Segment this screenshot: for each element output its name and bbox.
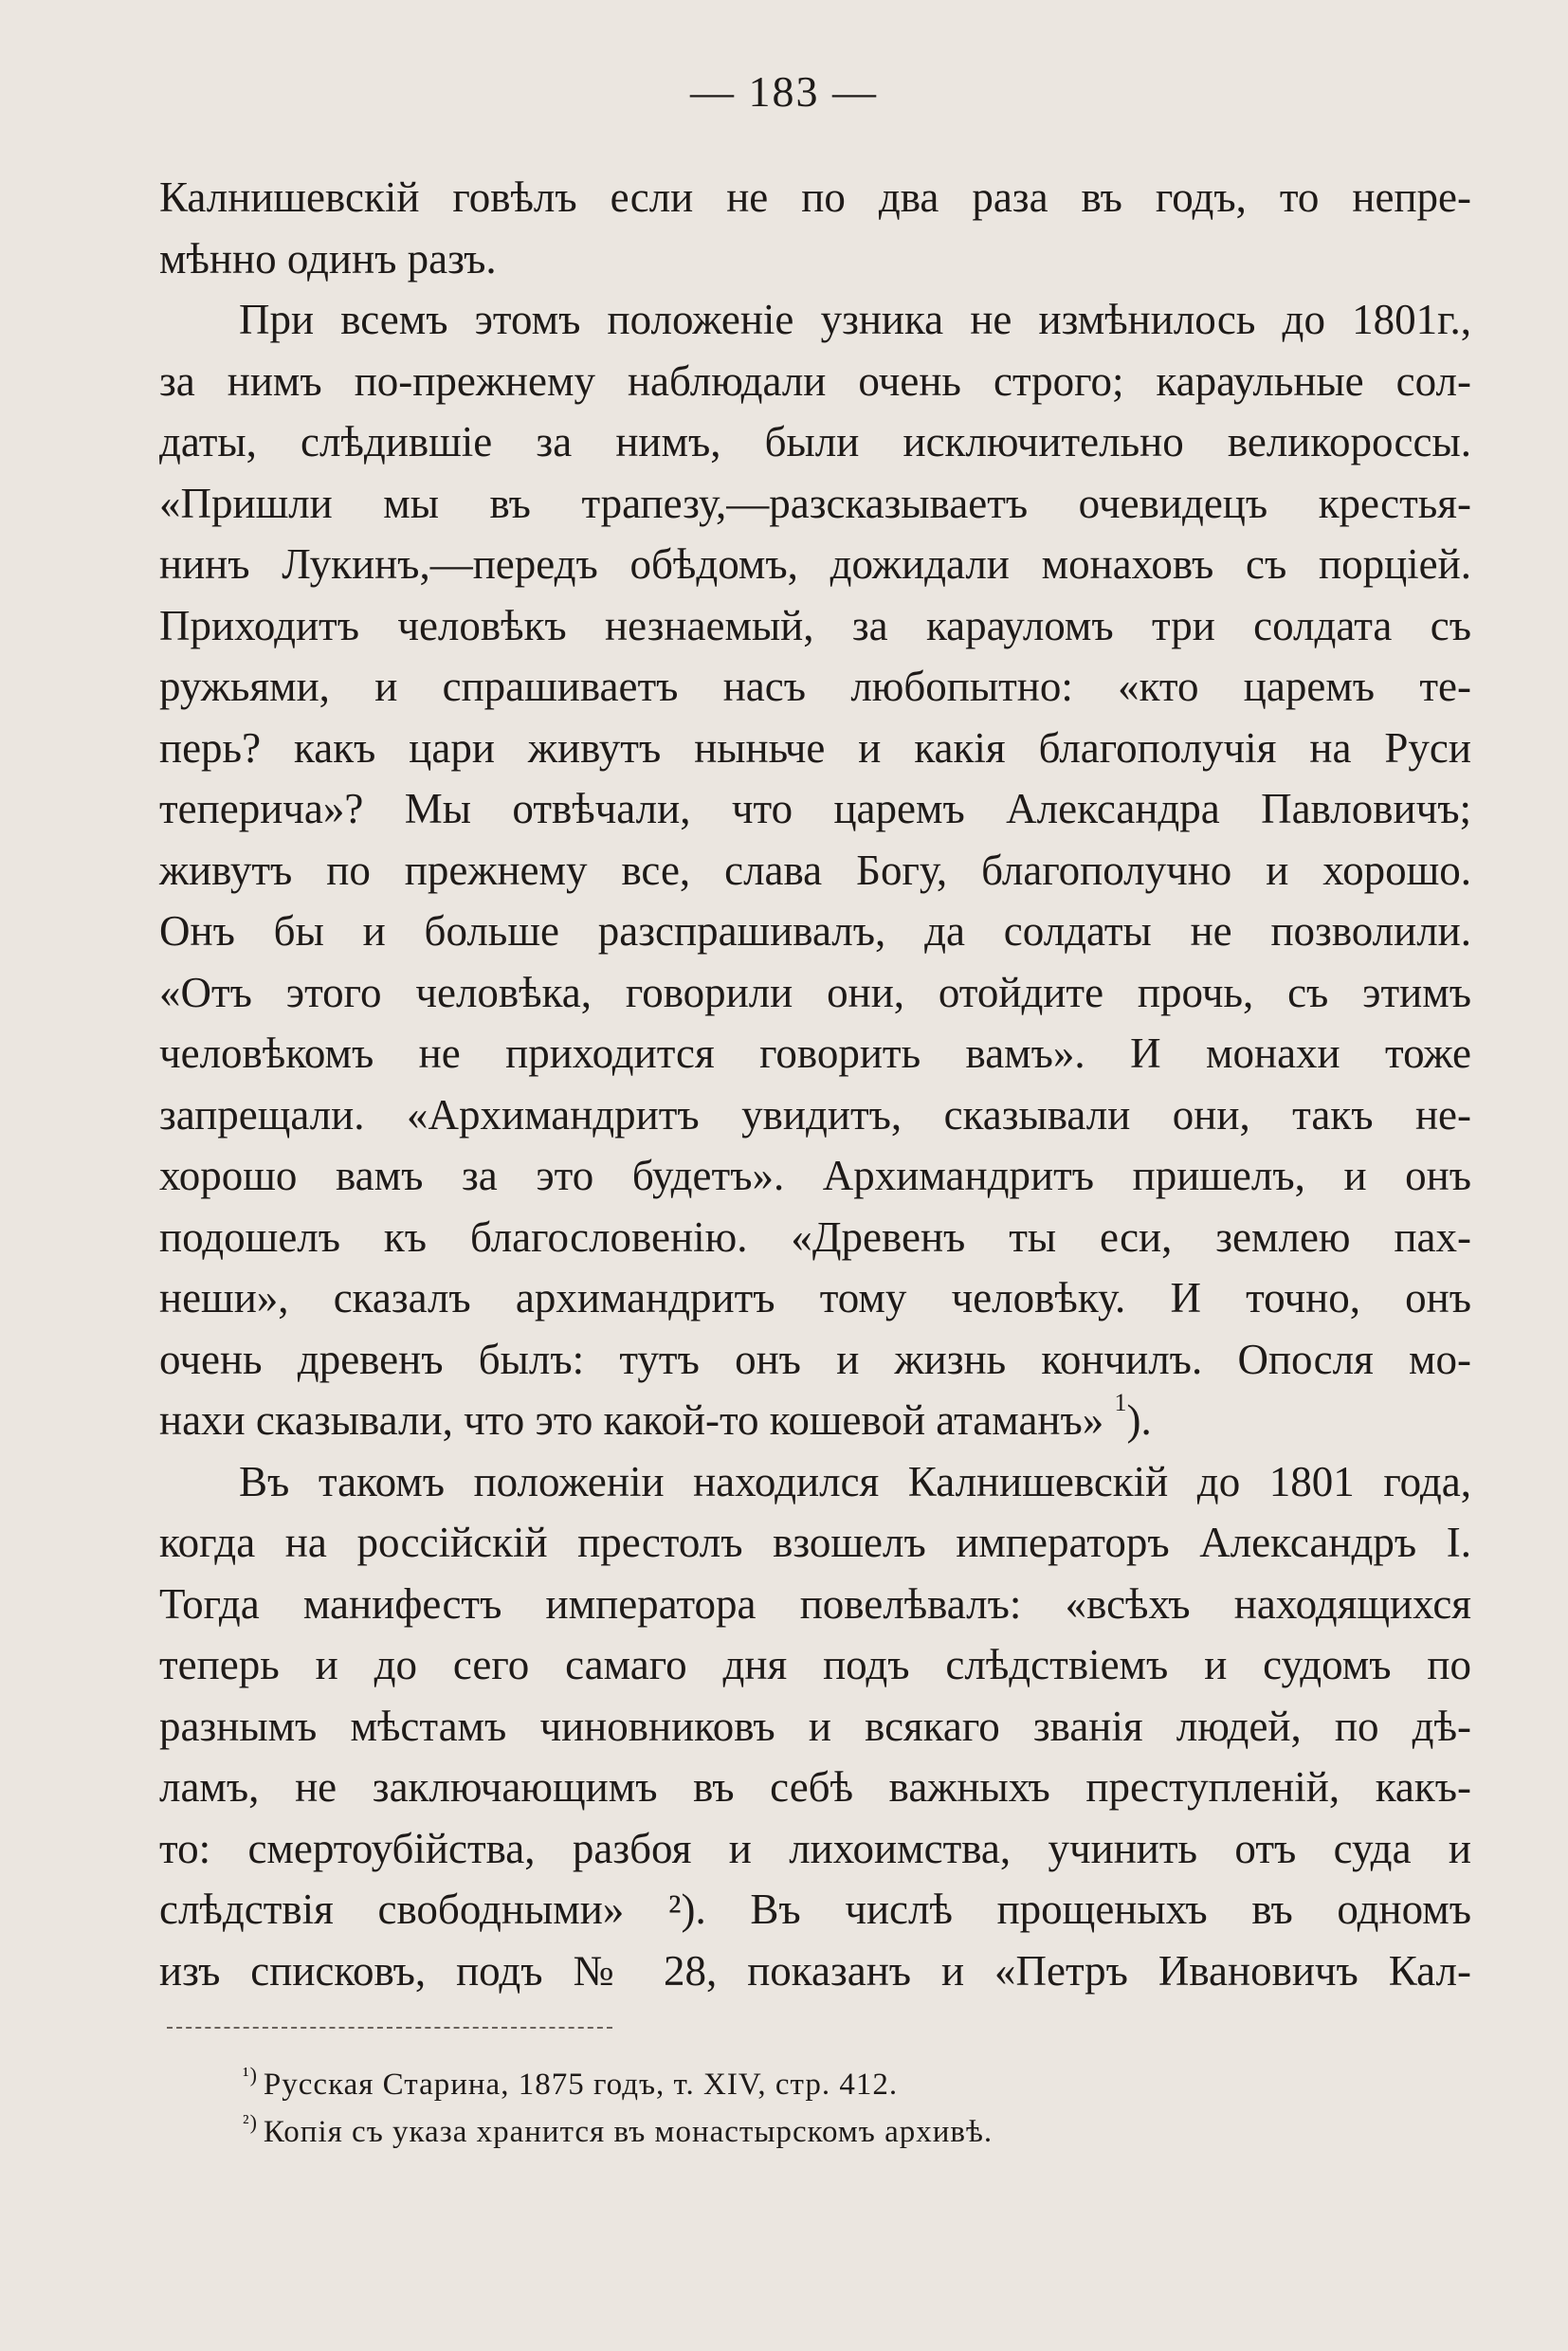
text-line-content: подошелъ къ благословенію. «Древенъ ты еси, землею пах- (159, 1212, 1471, 1261)
text-line-content: «Пришли мы въ трапезу,—разсказываетъ очевидецъ крестья- (159, 479, 1471, 527)
text-line (159, 778, 1471, 840)
text-line (159, 1329, 1471, 1391)
text-line-content: хорошо вамъ за это будетъ». Архимандритъ пришелъ, и онъ (159, 1152, 1471, 1199)
text-line (159, 840, 1471, 902)
text-line-content: слѣдствія свободными» ²). Въ числѣ прощеныхъ въ одномъ (159, 1886, 1471, 1933)
text-line-content: за нимъ по-прежнему наблюдали очень строго; караульные сол- (159, 356, 1471, 405)
text-line (159, 1941, 1471, 2002)
footnote-separator (167, 2027, 612, 2029)
text-line (159, 167, 1471, 228)
text-line-content: неши», сказалъ архимандритъ тому человѣку. И точно, онъ (159, 1274, 1471, 1321)
text-line (159, 228, 1471, 290)
text-line (159, 1207, 1471, 1268)
text-line-content: Онъ бы и больше разспрашивалъ, да солдаты не позволили. (159, 907, 1471, 955)
text-line (159, 1696, 1471, 1758)
text-line-content: изъ списковъ, подъ № 28, показанъ и «Петръ Ивановичъ Кал- (159, 1946, 1471, 1995)
text-line (159, 901, 1471, 962)
text-line-content: перь? какъ цари живутъ ныньче и какія благополучія на Руси (159, 723, 1471, 772)
text-line (159, 1879, 1471, 1941)
text-line (159, 656, 1471, 718)
text-line (159, 351, 1471, 412)
text-line-content: запрещали. «Архимандритъ увидитъ, сказывали они, такъ не- (159, 1090, 1471, 1139)
text-line-content: нинъ Лукинъ,—передъ обѣдомъ, дожидали монаховъ съ порціей. (159, 540, 1471, 588)
page-number: — 183 — (690, 67, 878, 116)
text-line-content: Калнишевскій говѣлъ если не по два раза въ годъ, то непре- (159, 173, 1471, 221)
text-line (159, 411, 1471, 473)
text-line (159, 1574, 1471, 1635)
text-line-tail: ). (1126, 1396, 1152, 1444)
footnote-mark: ¹) (243, 2063, 258, 2087)
text-line (159, 1084, 1471, 1146)
text-line (159, 1390, 1471, 1451)
text-line-content: Приходитъ человѣкъ незнаемый, за карауломъ три солдата съ (159, 601, 1471, 649)
text-line (159, 1145, 1471, 1207)
text-line-content: очень древенъ былъ: тутъ онъ и жизнь кончилъ. Опосля мо- (159, 1335, 1471, 1383)
text-line-content: При всемъ этомъ положеніе узника не измѣнилось до 1801г., (239, 296, 1471, 343)
footnote-mark: ²) (243, 2110, 258, 2134)
footnote-reference: 1 (1114, 1389, 1127, 1416)
text-line (159, 1267, 1471, 1329)
text-line (159, 1451, 1471, 1513)
text-line-content: ружьями, и спрашиваетъ насъ любопытно: «кто царемъ те- (159, 663, 1471, 710)
text-line-content: ламъ, не заключающимъ въ себѣ важныхъ преступленій, какъ- (159, 1763, 1471, 1811)
text-line (159, 1818, 1471, 1880)
text-line (159, 595, 1471, 657)
text-line-content: живутъ по прежнему все, слава Богу, благополучно и хорошо. (159, 846, 1471, 894)
text-line (159, 718, 1471, 779)
text-line (159, 962, 1471, 1024)
text-line-content: когда на россійскій престолъ взошелъ императоръ Александръ I. (159, 1519, 1471, 1566)
text-line (159, 289, 1471, 351)
text-line (159, 1757, 1471, 1818)
body-text (159, 167, 1471, 2001)
text-line-content: мѣнно одинъ разъ. (159, 234, 497, 282)
text-line (159, 473, 1471, 535)
text-line-content: человѣкомъ не приходится говорить вамъ». И монахи тоже (159, 1030, 1471, 1077)
text-line-content: теперь и до сего самаго дня подъ слѣдствіемъ и судомъ по (159, 1641, 1471, 1688)
footnote (243, 2061, 1380, 2108)
footnote-text: Русская Старина, 1875 годъ, т. XIV, стр. 412. (263, 2068, 899, 2102)
footnotes (243, 2061, 1380, 2156)
footnote (243, 2108, 1380, 2156)
text-line-content: «Отъ этого человѣка, говорили они, отойдите прочь, съ этимъ (159, 968, 1471, 1016)
text-line (159, 1634, 1471, 1696)
text-line-content: то: смертоубійства, разбоя и лихоимства, учинить отъ суда и (159, 1824, 1471, 1872)
text-line-content: теперича»? Мы отвѣчали, что царемъ Александра Павловичъ; (159, 785, 1471, 832)
footnote-text: Копія съ указа хранится въ монастырскомъ архивѣ. (263, 2115, 994, 2149)
text-line-content: нахи сказывали, что это какой-то кошевой атаманъ» (159, 1396, 1104, 1444)
text-line-content: Тогда манифестъ императора повелѣвалъ: «всѣхъ находящихся (159, 1579, 1471, 1628)
text-line (159, 1512, 1471, 1574)
text-line-content: Въ такомъ положеніи находился Калнишевскій до 1801 года, (239, 1457, 1471, 1505)
text-line (159, 534, 1471, 595)
text-line-content: даты, слѣдившіе за нимъ, были исключительно великороссы. (159, 418, 1471, 465)
text-line (159, 1023, 1471, 1084)
text-line-content: разнымъ мѣстамъ чиновниковъ и всякаго званія людей, по дѣ- (159, 1702, 1471, 1750)
